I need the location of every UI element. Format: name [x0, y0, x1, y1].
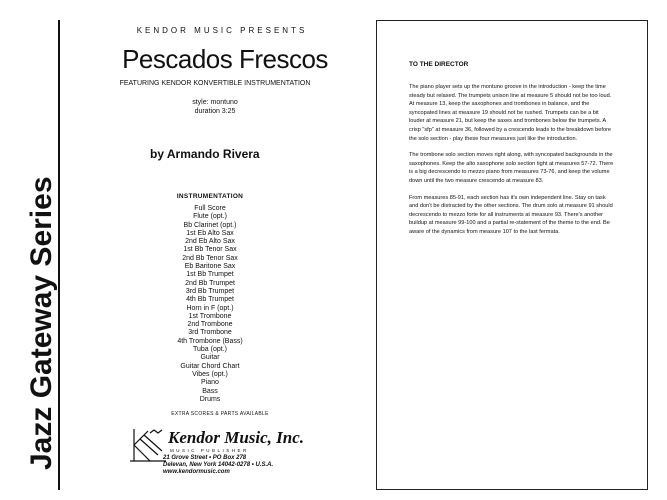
director-notes-body	[409, 83, 615, 245]
list-item: 2nd Trombone	[187, 321, 233, 329]
list-item: Eb Baritone Sax	[184, 263, 236, 271]
featuring-line: FEATURING KENDOR KONVERTIBLE INSTRUMENTATION	[119, 80, 311, 87]
list-item: Flute (opt.)	[193, 213, 227, 221]
list-item: Vibes (opt.)	[192, 370, 228, 378]
list-item: Bb Clarinet (opt.)	[183, 221, 237, 229]
list-item: Full Score	[194, 205, 226, 212]
series-title: Jazz Gateway Series	[25, 176, 58, 470]
publisher-tagline: MUSIC PUBLISHER	[170, 448, 249, 453]
list-item: Guitar	[200, 354, 220, 362]
list-item: Tuba (opt.)	[193, 346, 227, 354]
notes-paragraph: From measures 85-91, each section has it's own independent line. Stay on task and don't be distracted by the other sections. The drum solo at measure 91 should decrescendo to mezzo forte for all instruments at measure 93. There's another buildup at measure 99-100 and a partial re-statement of the theme to the end. Be aware of the dynamics from measure 107 to the last fermata.	[409, 194, 613, 235]
list-item: Drums	[199, 395, 221, 403]
address-line-1: 21 Grove Street • PO Box 278	[163, 455, 247, 461]
list-item: 1st Bb Tenor Sax	[183, 246, 237, 254]
list-item: 4th Bb Trumpet	[186, 296, 234, 304]
kendor-logo-icon	[128, 425, 168, 465]
list-item: 2nd Bb Trumpet	[185, 279, 235, 287]
extra-parts-note: EXTRA SCORES & PARTS AVAILABLE	[171, 411, 269, 417]
piece-title: Pescados Frescos	[122, 44, 328, 74]
list-item: Bass	[202, 387, 218, 395]
publisher-address	[163, 455, 313, 476]
list-item: Guitar Chord Chart	[180, 362, 240, 370]
notes-paragraph: The piano player sets up the montuno groove in the introduction - keep the time steady but relaxed. The trumpets unison line at measure 5 should not be too loud. At measure 13, keep the saxophones and trombones in balance, and the syncopated lines at measure 19 should not be rushed. Trumpets can be a bit louder at measure 21, but keep the saxes and trombones below the trumpets. A crisp "sfp" at measure 36, followed by a crescendo leads to the breakdown before the solo section - play these four measures just like the introduction.	[409, 84, 612, 142]
series-band	[0, 20, 56, 490]
director-heading: TO THE DIRECTOR	[409, 61, 469, 68]
list-item: Horn in F (opt.)	[186, 304, 234, 312]
list-item: 4th Trombone (Bass)	[177, 337, 243, 345]
list-item: Piano	[201, 379, 219, 387]
publisher-name: Kendor Music, Inc.	[168, 428, 305, 447]
list-item: 1st Trombone	[188, 312, 232, 320]
style-label: style: montuno	[192, 99, 238, 106]
notes-paragraph: The trombone solo section moves right along, with syncopated backgrounds in the saxophones. Keep the alto saxophone solo section tight at measures 57-72. There is a big decrescendo to mezzo piano from measures 73-76, and keep the volume down until the two measure crescendo at measure 83.	[409, 152, 614, 184]
director-notes-page	[376, 20, 648, 490]
duration-label: duration 3:25	[194, 108, 236, 115]
composer: by Armando Rivera	[150, 147, 260, 161]
instrumentation-list	[140, 205, 280, 404]
instrumentation-heading: INSTRUMENTATION	[176, 193, 244, 200]
list-item: 2nd Bb Tenor Sax	[182, 254, 238, 262]
series-divider	[58, 20, 60, 490]
list-item: 1st Eb Alto Sax	[186, 229, 234, 237]
list-item: 2nd Eb Alto Sax	[185, 238, 235, 246]
list-item: 1st Bb Trumpet	[186, 271, 234, 279]
list-item: 3rd Trombone	[188, 329, 232, 337]
list-item: 3rd Bb Trumpet	[185, 287, 235, 295]
publisher-header: KENDOR MUSIC PRESENTS	[136, 26, 308, 35]
publisher-website: www.kendormusic.com	[163, 469, 230, 475]
address-line-2: Delevan, New York 14042-0278 • U.S.A.	[163, 462, 274, 468]
style-info	[150, 98, 280, 116]
